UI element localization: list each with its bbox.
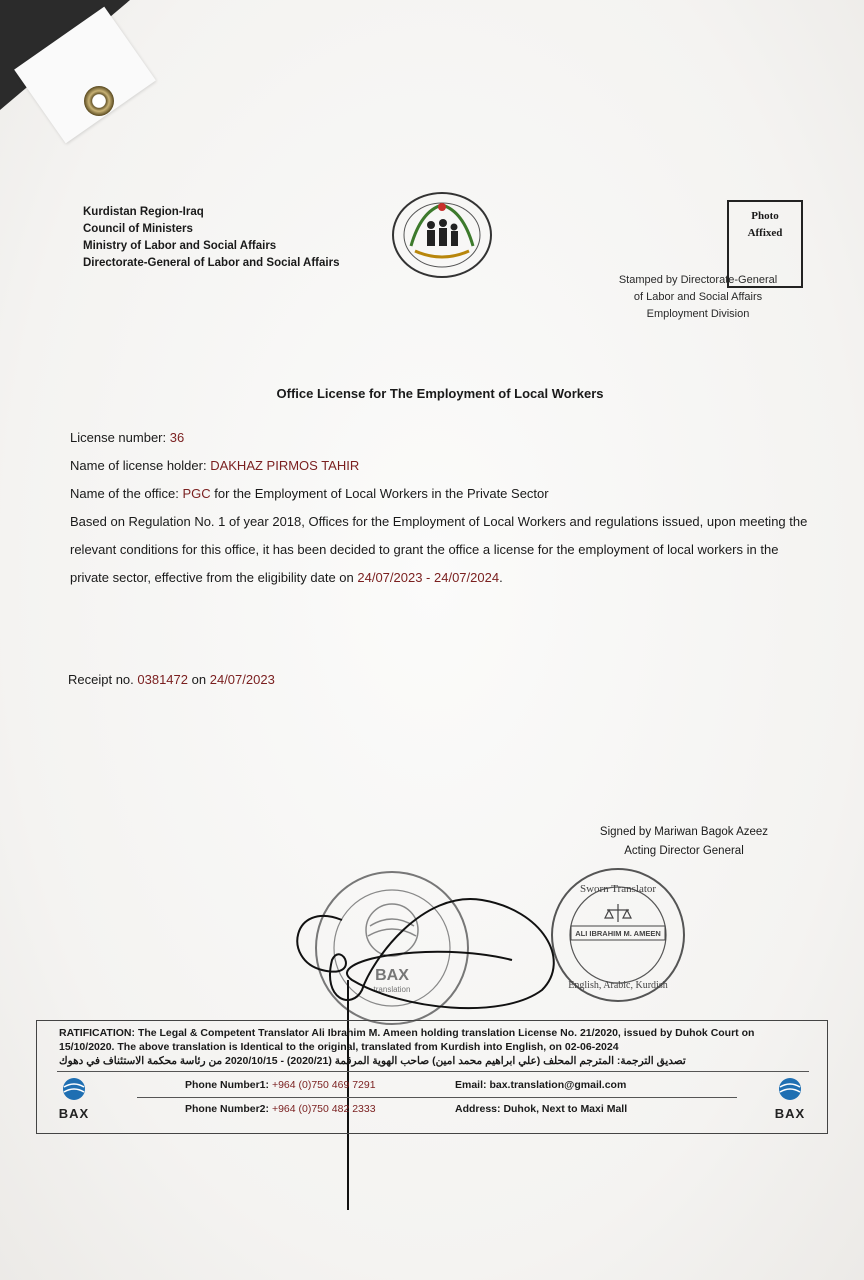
receipt-label: Receipt no.: [68, 672, 134, 687]
phone2-label: Phone Number2:: [185, 1103, 270, 1115]
footer-divider: [57, 1071, 809, 1072]
license-number-label: License number:: [70, 430, 167, 445]
office-name-label: Name of the office:: [70, 486, 179, 501]
license-holder-label: Name of license holder:: [70, 458, 207, 473]
grommet-icon: [84, 86, 114, 116]
ratification-text-2: The above translation is Identical to the original, translated from Kurdish into English, on 02-06-2024: [117, 1041, 619, 1053]
address-label: Address:: [455, 1103, 501, 1115]
signed-by: Signed by Mariwan Bagok Azeez: [599, 826, 769, 838]
seal-translator-name: ALI IBRAHIM M. AMEEN: [575, 929, 661, 938]
email-label: Email:: [455, 1079, 487, 1091]
license-number-row: [70, 424, 810, 452]
seal-top-text: Sworn Translator: [579, 883, 657, 895]
receipt-date: 24/07/2023: [209, 672, 275, 687]
photo-label: Photo: [751, 210, 779, 222]
license-holder-row: [70, 452, 810, 480]
ratification-arabic: تصديق الترجمة: المترجم المحلف (علي ابراهيم محمد امين) صاحب الهوية المرقمة (2020/21) - 2020/10/15 من رئاسة محكمة الاستئناف في دهوك: [59, 1055, 686, 1067]
license-body-paragraph: [70, 508, 810, 592]
bax-globe-icon: [775, 1077, 805, 1101]
email-value[interactable]: bax.translation@gmail.com: [489, 1079, 627, 1091]
bax-logo-text: BAX: [58, 1106, 90, 1121]
stamp-line-2: of Labor and Social Affairs: [633, 291, 763, 303]
address-value: Duhok, Next to Maxi Mall: [503, 1103, 628, 1115]
phone1: [185, 1079, 376, 1091]
seal-brand-sub: translation: [373, 985, 411, 994]
translation-footer: [36, 1020, 828, 1134]
ministry-logo-icon: [391, 191, 493, 279]
issuer-region: Kurdistan Region-Iraq: [83, 206, 204, 218]
address: [455, 1103, 627, 1115]
office-name-row: [70, 480, 810, 508]
stamp-line-1: Stamped by Directorate-General: [618, 274, 778, 286]
document-title: Office License for The Employment of Local Workers: [276, 386, 604, 401]
seal-brand: BAX: [375, 967, 409, 984]
license-number-value: 36: [169, 430, 185, 445]
phone2: [185, 1103, 376, 1115]
signatory-title: Acting Director General: [624, 845, 744, 857]
bax-logo-left: [51, 1077, 97, 1129]
issuer-header: [83, 204, 339, 272]
office-name-value: PGC: [182, 486, 211, 501]
issuer-council: Council of Ministers: [83, 223, 193, 235]
issuer-directorate: Directorate-General of Labor and Social Affairs: [83, 257, 340, 269]
receipt-line: [68, 672, 275, 687]
stamp-note: [598, 272, 798, 323]
issuer-ministry: Ministry of Labor and Social Affairs: [83, 240, 277, 252]
photo-affixed-label: Affixed: [747, 227, 783, 239]
receipt-number: 0381472: [137, 672, 189, 687]
email: [455, 1079, 626, 1091]
license-body-period: .: [499, 570, 503, 585]
phone1-value[interactable]: +964 (0)750 469 7291: [271, 1079, 376, 1091]
license-body-text: Based on Regulation No. 1 of year 2018, Offices for the Employment of Local Workers and regulations issued, upon meeting the relevant conditions for this office, it has been decided to grant the office a license for the employment of local workers in the private sector, effective from the eligibility date on: [70, 514, 808, 585]
license-holder-value: DAKHAZ PIRMOS TAHIR: [210, 458, 360, 473]
license-validity-dates: 24/07/2023 - 24/07/2024: [357, 570, 500, 585]
bax-logo-right: [767, 1077, 813, 1129]
seal-languages: English, Arabic, Kurdish: [568, 980, 668, 991]
bax-globe-icon: [59, 1077, 89, 1101]
phone2-value[interactable]: +964 (0)750 482 2333: [271, 1103, 376, 1115]
ratification-note: [59, 1026, 811, 1068]
ratification-label: RATIFICATION:: [59, 1027, 136, 1039]
bax-logo-text: BAX: [774, 1106, 806, 1121]
footer-contact-divider: [137, 1097, 737, 1098]
license-details: [70, 424, 810, 592]
signatory-block: [560, 823, 808, 861]
ratification-text: The Legal & Competent Translator Ali Ibrahim M. Ameen holding translation License No. 21/2020, issued by Duhok Court on 15/10/2020.: [59, 1027, 755, 1053]
phone1-label: Phone Number1:: [185, 1079, 270, 1091]
receipt-on: on: [191, 672, 207, 687]
stamp-line-3: Employment Division: [646, 308, 750, 320]
office-name-rest: for the Employment of Local Workers in the Private Sector: [214, 486, 549, 501]
